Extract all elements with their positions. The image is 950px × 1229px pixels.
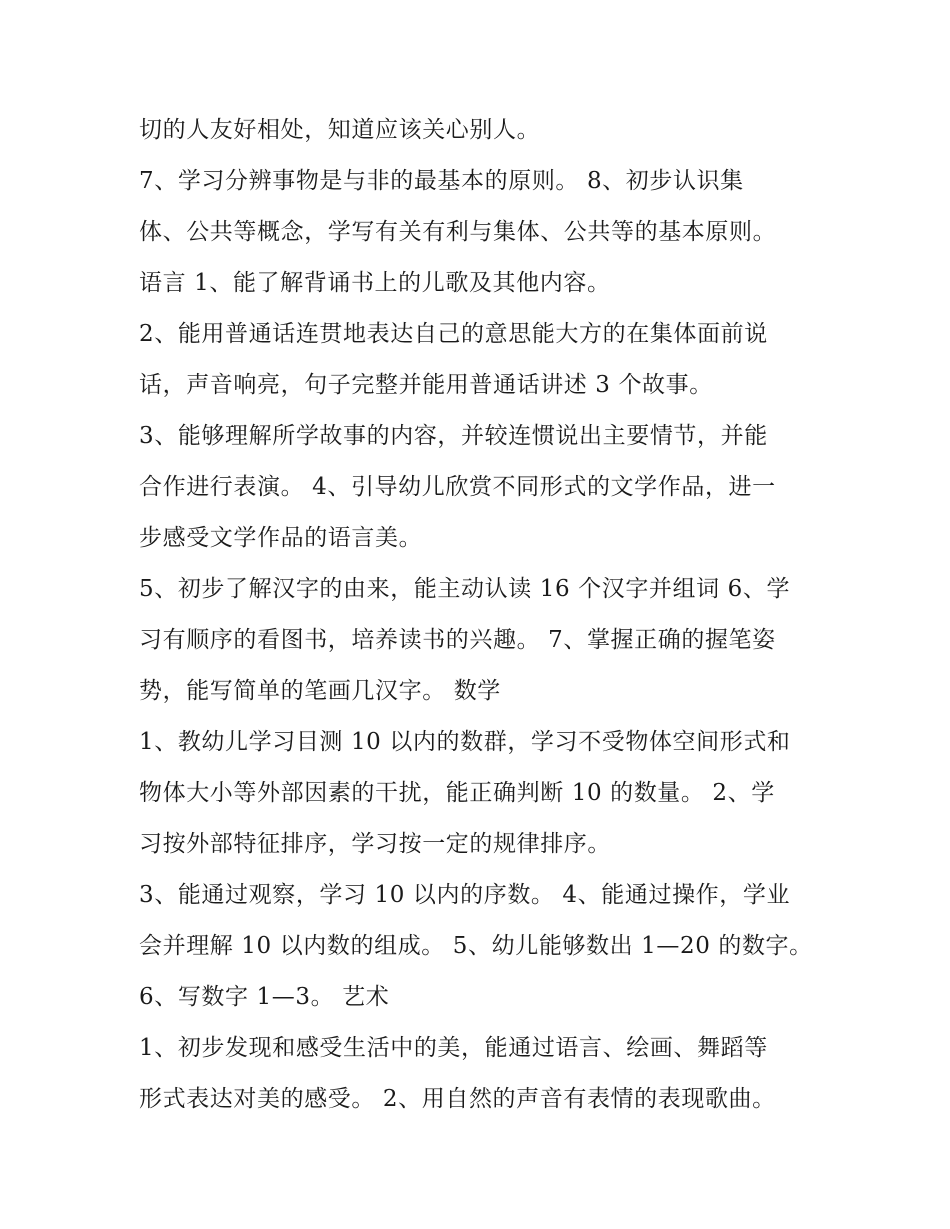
text-line: 5、初步了解汉字的由来，能主动认读 16 个汉字并组词 6、学 (139, 576, 791, 602)
text-line: 6、写数字 1—3。 艺术 (139, 984, 390, 1010)
text-line: 语言 1、能了解背诵书上的儿歌及其他内容。 (139, 270, 611, 296)
text-line: 1、教幼儿学习目测 10 以内的数群，学习不受物体空间形式和 (139, 729, 791, 755)
text-line: 会并理解 10 以内数的组成。 5、幼儿能够数出 1—20 的数字。 (139, 933, 813, 959)
text-line: 步感受文学作品的语言美。 (139, 525, 423, 551)
text-line: 物体大小等外部因素的干扰，能正确判断 10 的数量。 2、学 (139, 780, 775, 806)
text-line: 势，能写简单的笔画几汉字。 数学 (139, 678, 501, 704)
text-line: 7、学习分辨事物是与非的最基本的原则。 8、初步认识集 (139, 168, 744, 194)
text-line: 3、能通过观察，学习 10 以内的序数。 4、能通过操作，学业 (139, 882, 791, 908)
document-body (139, 110, 819, 1130)
text-line: 合作进行表演。 4、引导幼儿欣赏不同形式的文学作品，进一 (139, 474, 776, 500)
text-line: 切的人友好相处，知道应该关心别人。 (139, 117, 541, 143)
text-line: 体、公共等概念，学写有关有利与集体、公共等的基本原则。 (139, 219, 777, 245)
text-line: 习按外部特征排序，学习按一定的规律排序。 (139, 831, 611, 857)
text-line: 3、能够理解所学故事的内容，并较连惯说出主要情节，并能 (139, 423, 768, 449)
text-line: 1、初步发现和感受生活中的美，能通过语言、绘画、舞蹈等 (139, 1035, 768, 1061)
text-line: 2、能用普通话连贯地表达自己的意思能大方的在集体面前说 (139, 321, 768, 347)
text-line: 形式表达对美的感受。 2、用自然的声音有表情的表现歌曲。 (139, 1086, 776, 1112)
text-line: 习有顺序的看图书，培养读书的兴趣。 7、掌握正确的握笔姿 (139, 627, 776, 653)
text-line: 话，声音响亮，句子完整并能用普通话讲述 3 个故事。 (139, 372, 713, 398)
